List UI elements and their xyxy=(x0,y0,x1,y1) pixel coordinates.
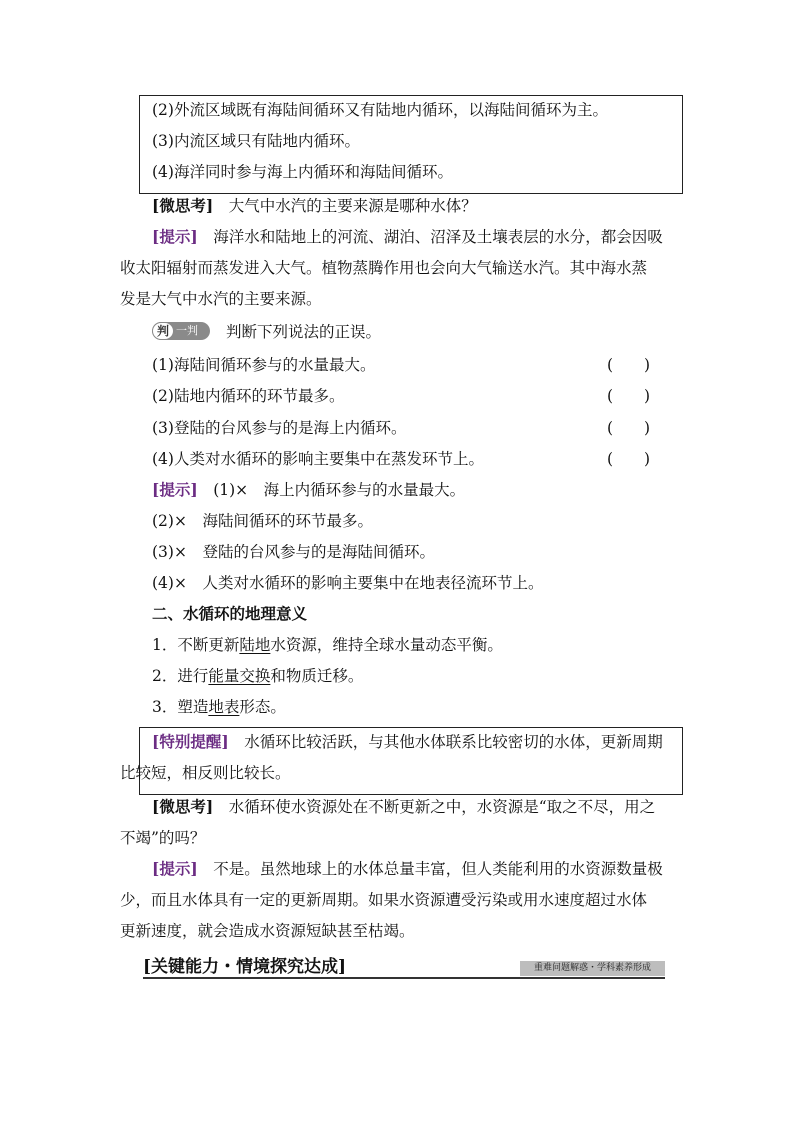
significance-title: 二、水循环的地理意义 xyxy=(152,604,308,623)
think-question-2-line-2: 不竭”的吗？ xyxy=(120,829,206,847)
think-hint-1-line-2: 收太阳辐射而蒸发进入大气。植物蒸腾作用也会向大气输送水汽。其中海水蒸 xyxy=(120,259,648,277)
think-hint-2-line-2: 少，而且水体具有一定的更新周期。如果水资源遭受污染或用水速度超过水体 xyxy=(120,891,648,909)
section-divider xyxy=(143,977,665,979)
summary-line-3: (3)内流区域只有陆地内循环。 xyxy=(152,132,360,150)
significance-item-1 xyxy=(152,635,503,655)
special-reminder-line-1 xyxy=(152,732,663,752)
judge-instruction: 判断下列说法的正误。 xyxy=(226,323,382,341)
special-reminder-text: 水循环比较活跃，与其他水体联系比较密切的水体，更新周期 xyxy=(244,733,663,751)
judge-answer-1: (1)× 海上内循环参与的水量最大。 xyxy=(213,481,466,499)
judge-answer-2: (2)× 海陆间循环的环节最多。 xyxy=(152,512,373,530)
think-question-1 xyxy=(152,196,477,216)
hint-text: 不是。虽然地球上的水体总量丰富，但人类能利用的水资源数量极 xyxy=(213,860,663,878)
judge-answer-blank-4: ( ) xyxy=(607,450,651,468)
judge-answer-3: (3)× 登陆的台风参与的是海陆间循环。 xyxy=(152,543,435,561)
judge-answer-4: (4)× 人类对水循环的影响主要集中在地表径流环节上。 xyxy=(152,574,544,592)
judge-answer-blank-3: ( ) xyxy=(607,419,651,437)
significance-item-2 xyxy=(152,666,363,686)
item-prefix: 3．塑造 xyxy=(152,698,209,716)
special-reminder-line-2: 比较短，相反则比较长。 xyxy=(120,764,291,782)
think-hint-2-line-3: 更新速度，就会造成水资源短缺甚至枯竭。 xyxy=(120,922,415,940)
judge-badge-char: 判 xyxy=(152,322,174,340)
think-question-2-line-1 xyxy=(152,797,655,817)
judge-item-4: (4)人类对水循环的影响主要集中在蒸发环节上。 xyxy=(152,450,484,468)
think-hint-2-line-1 xyxy=(152,859,663,879)
hint-tag: [提示] xyxy=(152,859,198,878)
think-tag: [微思考] xyxy=(152,797,214,816)
section-title: [关键能力・情境探究达成] xyxy=(143,957,347,977)
judge-item-1: (1)海陆间循环参与的水量最大。 xyxy=(152,356,376,374)
section-badge: 重难问题解惑・学科素养形成 xyxy=(520,961,665,976)
judge-answer-blank-1: ( ) xyxy=(607,356,651,374)
item-suffix: 和物质迁移。 xyxy=(270,667,364,685)
think-hint-1-line-1 xyxy=(152,227,663,247)
think-question-text: 大气中水汽的主要来源是哪种水体？ xyxy=(228,197,477,215)
judge-hint-line-1 xyxy=(152,480,465,500)
item-suffix: 形态。 xyxy=(239,698,286,716)
item-suffix: 水资源，维持全球水量动态平衡。 xyxy=(270,636,503,654)
think-hint-1-line-3: 发是大气中水汽的主要来源。 xyxy=(120,290,322,308)
item-prefix: 1．不断更新 xyxy=(152,636,240,654)
item-underlined: 地表 xyxy=(208,698,240,716)
item-underlined: 能量交换 xyxy=(208,667,271,685)
hint-text: 海洋水和陆地上的河流、湖泊、沼泽及土壤表层的水分，都会因吸 xyxy=(213,228,663,246)
judge-badge-text: 一判 xyxy=(176,324,198,337)
think-tag: [微思考] xyxy=(152,196,214,215)
judge-badge-icon xyxy=(152,322,210,340)
judge-item-2: (2)陆地内循环的环节最多。 xyxy=(152,387,345,405)
summary-line-2: (2)外流区域既有海陆间循环又有陆地内循环，以海陆间循环为主。 xyxy=(152,101,608,119)
think-question-text: 水循环使水资源处在不断更新之中，水资源是“取之不尽，用之 xyxy=(228,798,656,816)
judge-item-3: (3)登陆的台风参与的是海上内循环。 xyxy=(152,419,407,437)
item-prefix: 2．进行 xyxy=(152,667,209,685)
judge-answer-blank-2: ( ) xyxy=(607,387,651,405)
hint-tag: [提示] xyxy=(152,480,198,499)
special-reminder-tag: [特别提醒] xyxy=(152,732,229,751)
hint-tag: [提示] xyxy=(152,227,198,246)
significance-item-3 xyxy=(152,697,286,717)
item-underlined: 陆地 xyxy=(239,636,271,654)
summary-line-4: (4)海洋同时参与海上内循环和海陆间循环。 xyxy=(152,163,453,181)
